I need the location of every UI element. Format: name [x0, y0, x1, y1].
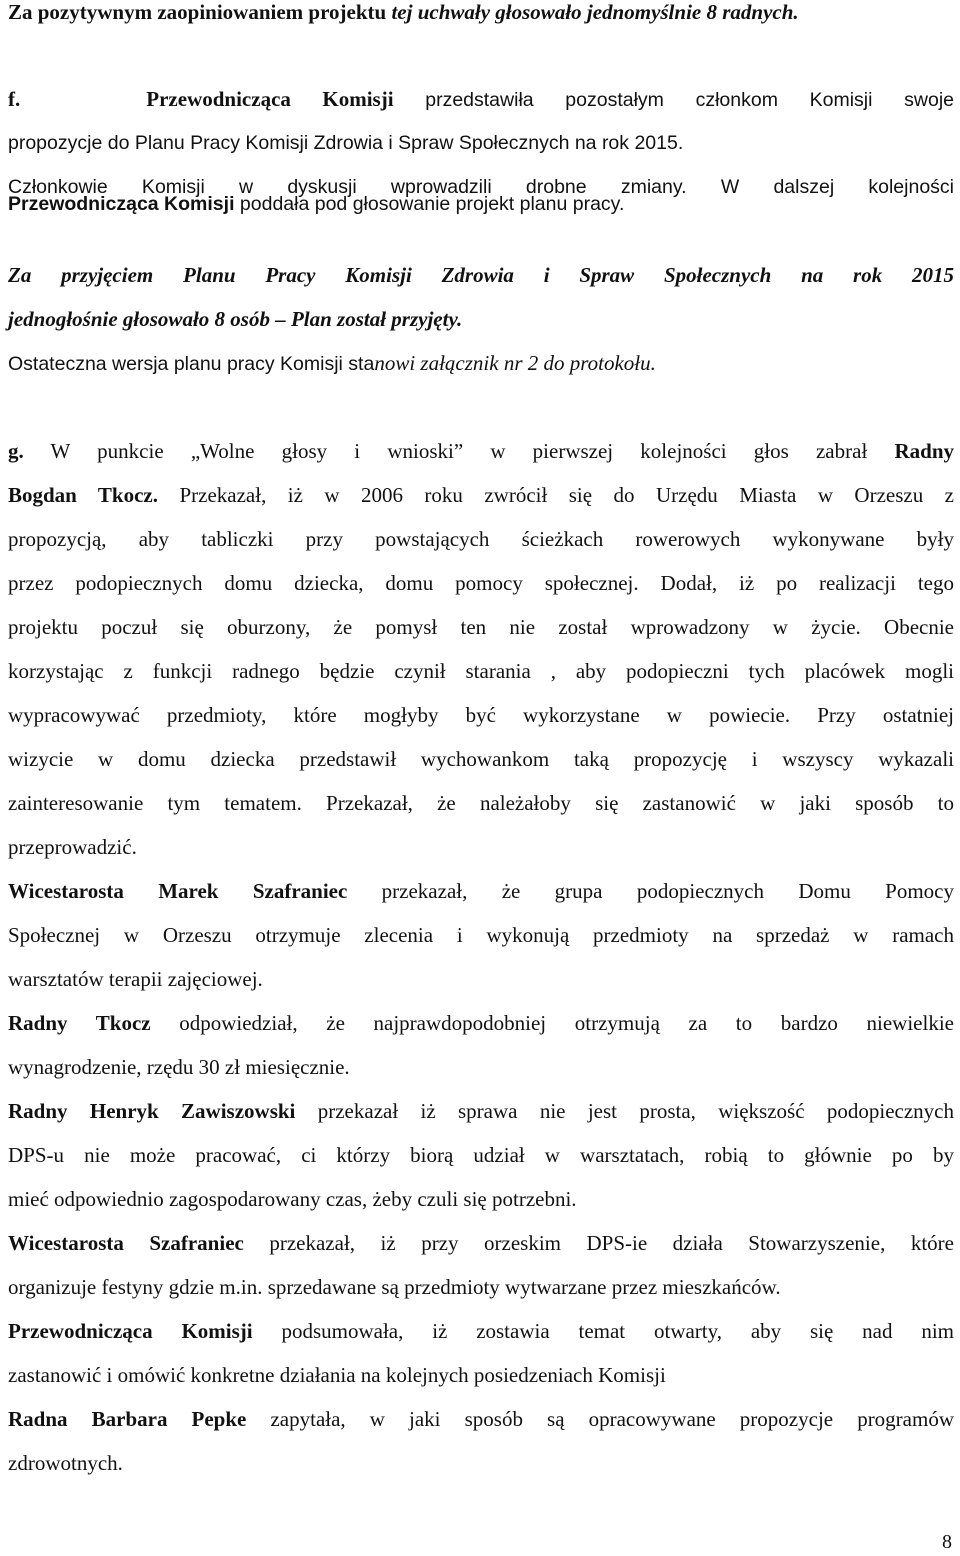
section-f-line-3b: W dalszej kolejności [686, 176, 955, 198]
section-g-line-5: projektu poczuł się oburzony, że pomysł ten nie został wprowadzony w życie. Obecnie [8, 615, 954, 639]
pepke-line-2: zdrowotnych. [8, 1451, 123, 1475]
section-g-line-2 [8, 483, 954, 507]
section-f-line-2: propozycje do Planu Pracy Komisji Zdrowia i Spraw Społecznych na rok 2015. [8, 132, 684, 154]
section-g-line-8: wizycie w domu dziecka przedstawił wychowankom taką propozycję i wszyscy wykazali [8, 747, 954, 771]
intro-normal: Za pozytywnym zaopiniowaniem projektu [8, 0, 392, 24]
szafraniec-2-line-2: organizuje festyny gdzie m.in. sprzedawane są przedmioty wytwarzane przez mieszkańców. [8, 1275, 781, 1299]
page-number: 8 [942, 1531, 952, 1553]
section-f-line-4-bold: Przewodnicząca Komisji [8, 193, 235, 215]
szafraniec-2-line-1 [8, 1231, 954, 1255]
szafraniec-1-line-1 [8, 879, 954, 903]
section-f-line-1 [8, 87, 954, 112]
szafraniec-1-speaker: Wicestarosta Marek Szafraniec [8, 879, 348, 903]
zawiszowski-line-1 [8, 1099, 954, 1123]
section-f-final-normal: Ostateczna wersja planu pracy Komisji sta [8, 353, 375, 375]
section-f-line-4-rest: poddała pod głosowanie projekt planu pracy. [234, 193, 625, 215]
zawiszowski-speaker: Radny Henryk Zawiszowski [8, 1099, 296, 1123]
intro-italic: tej uchwały głosowało jednomyślnie 8 radnych. [391, 0, 799, 24]
section-f-final-line [8, 351, 954, 376]
section-f-line-3a: Członkowie Komisji w dyskusji wprowadzili drobne zmiany. [8, 176, 687, 198]
pepke-line-1 [8, 1407, 954, 1431]
przewodniczaca-line-1-rest: podsumowała, iż zostawia temat otwarty, aby się nad nim [252, 1319, 955, 1343]
section-g-line-2-bold: Bogdan Tkocz. [8, 483, 159, 507]
section-f-marker: f. [8, 87, 21, 111]
section-f-line-4 [8, 191, 954, 216]
section-g-line-1 [8, 439, 954, 463]
tkocz-line-1-rest: odpowiedział, że najprawdopodobniej otrzymują za to bardzo niewielkie [150, 1011, 954, 1035]
section-f-line-1-rest: przedstawiła pozostałym członkom Komisji swoje [393, 89, 954, 111]
section-f-vote-line-2: jednogłośnie głosowało 8 osób – Plan został przyjęty. [8, 307, 463, 331]
zawiszowski-line-1-rest: przekazał iż sprawa nie jest prosta, większość podopiecznych [295, 1099, 955, 1123]
section-g-line-6: korzystając z funkcji radnego będzie czynił starania , aby podopieczni tych placówek mogli [8, 659, 954, 683]
szafraniec-1-line-1-rest: przekazał, że grupa podopiecznych Domu Pomocy [347, 879, 954, 903]
section-g-line-7: wypracowywać przedmioty, które mogłyby być wykorzystane w powiecie. Przy ostatniej [8, 703, 954, 727]
section-f-vote-line-1: Za przyjęciem Planu Pracy Komisji Zdrowia i Spraw Społecznych na rok 2015 [8, 263, 954, 287]
tkocz-speaker: Radny Tkocz [8, 1011, 151, 1035]
pepke-speaker: Radna Barbara Pepke [8, 1407, 247, 1431]
tkocz-line-1 [8, 1011, 954, 1035]
section-g-line-9: zainteresowanie tym tematem. Przekazał, że należałoby się zastanowić w jaki sposób to [8, 791, 954, 815]
zawiszowski-line-2: DPS-u nie może pracować, ci którzy biorą udział w warsztatach, robią to głównie po by [8, 1143, 954, 1167]
szafraniec-1-line-2: Społecznej w Orzeszu otrzymuje zlecenia i wykonują przedmioty na sprzedaż w ramach [8, 923, 954, 947]
przewodniczaca-speaker: Przewodnicząca Komisji [8, 1319, 253, 1343]
section-f-speaker: Przewodnicząca Komisji [146, 87, 394, 111]
intro-line [8, 0, 954, 24]
szafraniec-1-line-3: warsztatów terapii zajęciowej. [8, 967, 263, 991]
section-f-final-italic: nowi załącznik nr 2 do protokołu. [374, 351, 656, 375]
pepke-line-1-rest: zapytała, w jaki sposób są opracowywane propozycje programów [246, 1407, 954, 1431]
tkocz-line-2: wynagrodzenie, rzędu 30 zł miesięcznie. [8, 1055, 350, 1079]
przewodniczaca-line-1 [8, 1319, 954, 1343]
section-g-line-1-bold: Radny [894, 439, 954, 463]
szafraniec-2-speaker: Wicestarosta Szafraniec [8, 1231, 244, 1255]
section-g-line-2-rest: Przekazał, iż w 2006 roku zwrócił się do Urzędu Miasta w Orzeszu z [158, 483, 954, 507]
section-g-line-3: propozycją, aby tabliczki przy powstających ścieżkach rowerowych wykonywane były [8, 527, 954, 551]
zawiszowski-line-3: mieć odpowiednio zagospodarowany czas, żeby czuli się potrzebni. [8, 1187, 577, 1211]
section-g-line-1-rest: W punkcie „Wolne głosy i wnioski” w pierwszej kolejności głos zabrał [23, 439, 895, 463]
section-g-marker: g. [8, 439, 24, 463]
przewodniczaca-line-2: zastanowić i omówić konkretne działania na kolejnych posiedzeniach Komisji [8, 1363, 666, 1387]
section-g-line-10: przeprowadzić. [8, 835, 137, 859]
szafraniec-2-line-1-rest: przekazał, iż przy orzeskim DPS-ie działa Stowarzyszenie, które [243, 1231, 954, 1255]
section-g-line-4: przez podopiecznych domu dziecka, domu pomocy społecznej. Dodał, iż po realizacji tego [8, 571, 954, 595]
